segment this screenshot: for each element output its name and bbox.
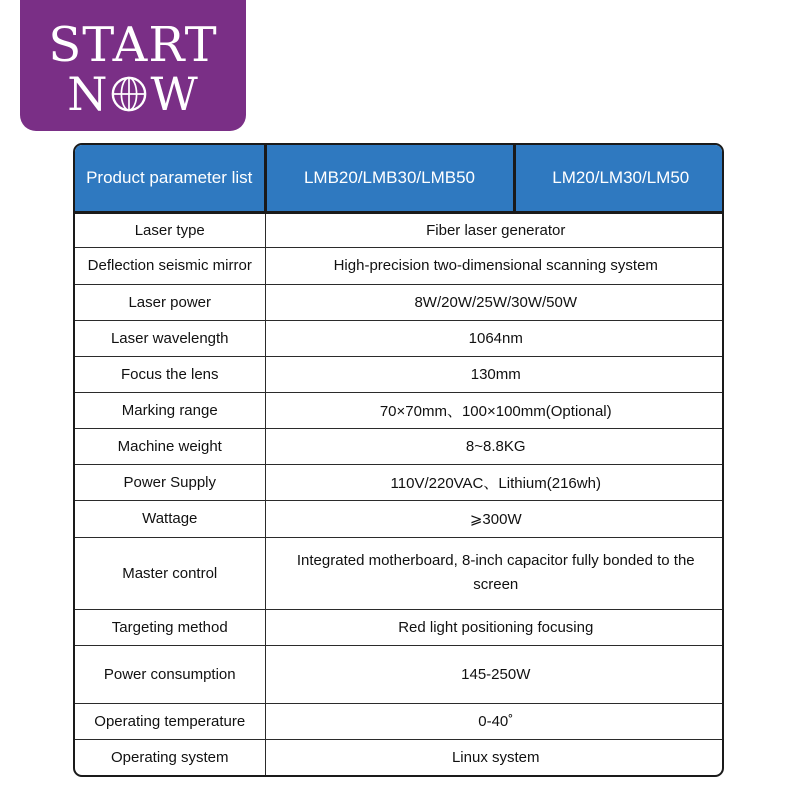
table-row (75, 609, 724, 645)
row-value: High-precision two-dimensional scanning system (265, 248, 724, 284)
row-value: 110V/220VAC、Lithium(216wh) (265, 465, 724, 501)
row-value: 8W/20W/25W/30W/50W (265, 284, 724, 320)
row-value: Red light positioning focusing (265, 609, 724, 645)
logo-letter-n: N (67, 66, 109, 121)
table-row (75, 356, 724, 392)
table-row (75, 645, 724, 703)
row-label: Laser power (75, 284, 265, 320)
row-value: 70×70mm、100×100mm(Optional) (265, 392, 724, 428)
row-value: 130mm (265, 356, 724, 392)
table-row (75, 213, 724, 248)
row-value: 1064nm (265, 320, 724, 356)
globe-crosshair-icon (110, 75, 148, 113)
table-row (75, 740, 724, 775)
table-header-row (75, 145, 724, 213)
row-label: Master control (75, 537, 265, 609)
brand-logo (20, 0, 246, 131)
logo-letter-w: W (150, 66, 199, 121)
logo-text-start: START (48, 16, 218, 73)
parameter-table (73, 143, 724, 777)
row-label: Power Supply (75, 465, 265, 501)
table-row (75, 537, 724, 609)
row-value: Fiber laser generator (265, 213, 724, 248)
row-label: Laser wavelength (75, 320, 265, 356)
row-label: Laser type (75, 213, 265, 248)
header-product-parameter-list: Product parameter list (75, 145, 265, 213)
row-label: Wattage (75, 501, 265, 537)
row-label: Operating system (75, 740, 265, 775)
row-value: ⩾300W (265, 501, 724, 537)
row-value: Linux system (265, 740, 724, 775)
table-row (75, 284, 724, 320)
header-lmb-models: LMB20/LMB30/LMB50 (265, 145, 514, 213)
row-label: Targeting method (75, 609, 265, 645)
table-row (75, 248, 724, 284)
row-value: 0-40˚ (265, 704, 724, 740)
table-row (75, 704, 724, 740)
table-row (75, 320, 724, 356)
table-row (75, 392, 724, 428)
row-value: Integrated motherboard, 8-inch capacitor fully bonded to the screen (265, 537, 724, 609)
row-label: Power consumption (75, 645, 265, 703)
logo-text-now (67, 66, 199, 121)
row-label: Marking range (75, 392, 265, 428)
row-label: Operating temperature (75, 704, 265, 740)
row-label: Focus the lens (75, 356, 265, 392)
row-value: 145-250W (265, 645, 724, 703)
row-value: 8~8.8KG (265, 429, 724, 465)
table-row (75, 465, 724, 501)
table-row (75, 501, 724, 537)
row-label: Machine weight (75, 429, 265, 465)
table-row (75, 429, 724, 465)
row-label: Deflection seismic mirror (75, 248, 265, 284)
header-lm-models: LM20/LM30/LM50 (514, 145, 724, 213)
